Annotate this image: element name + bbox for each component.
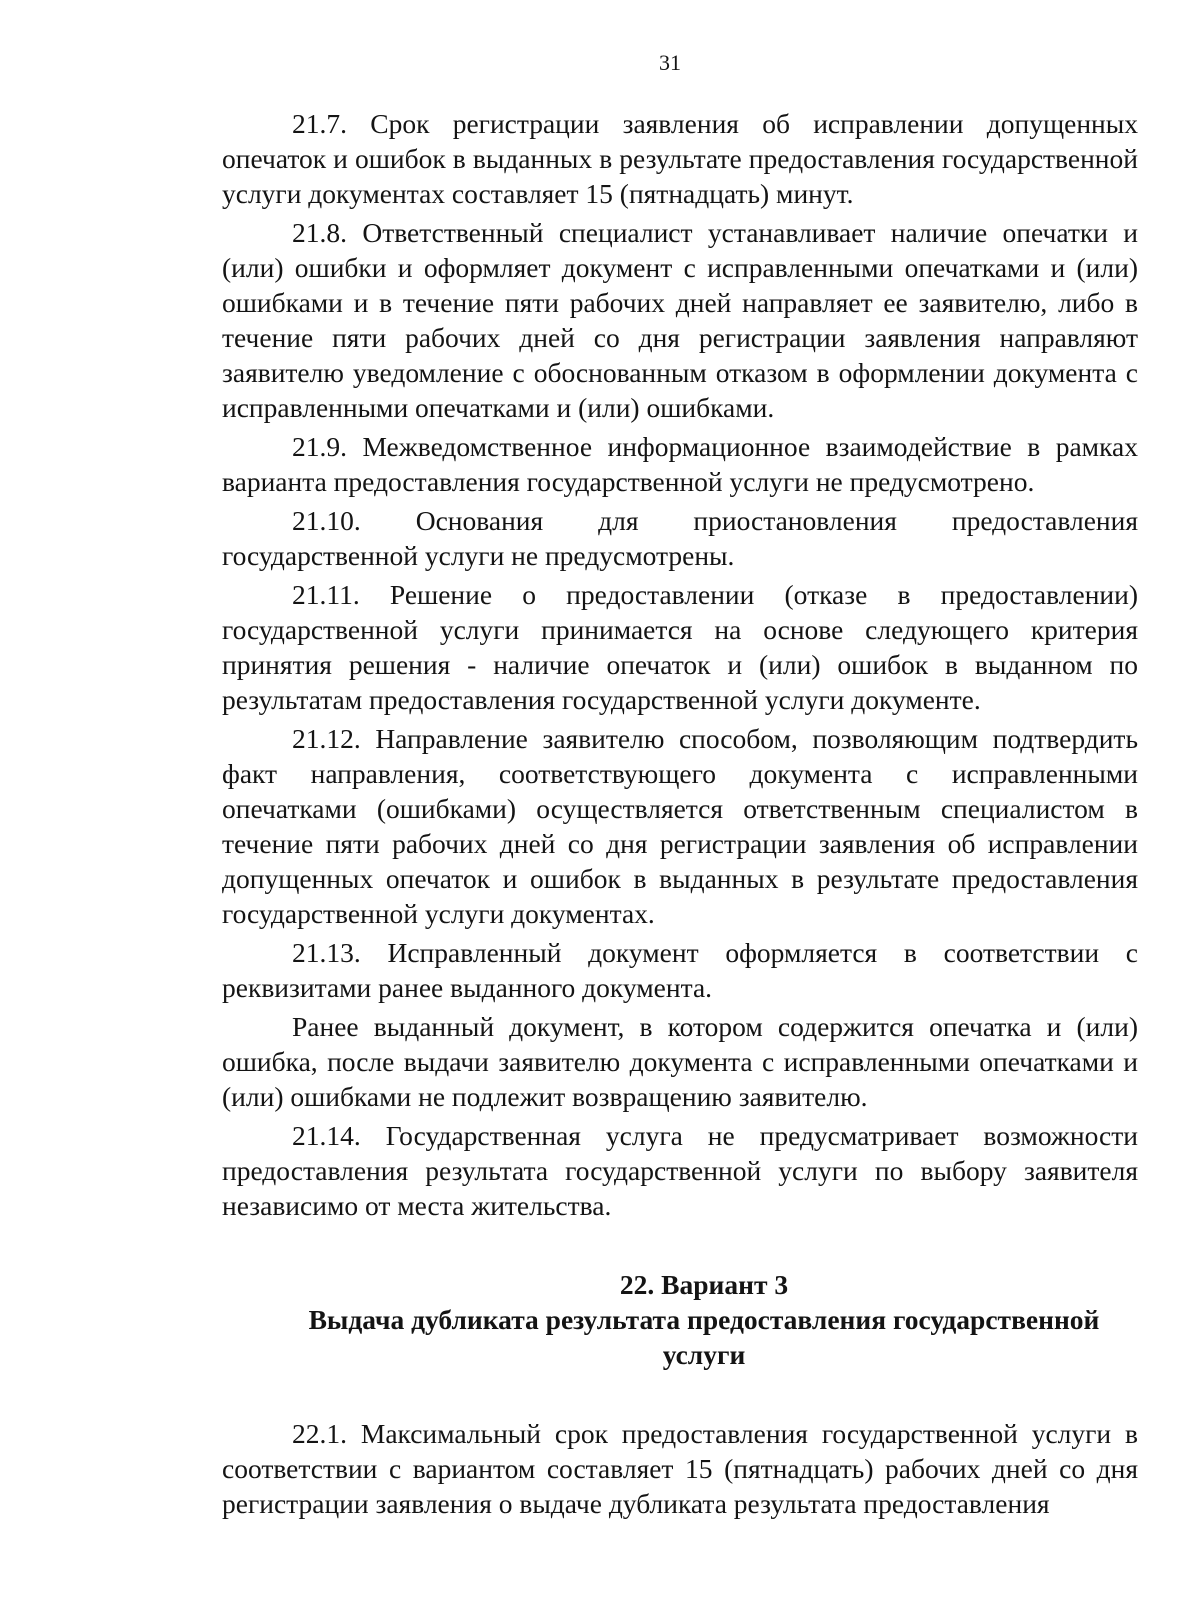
- paragraph-21-10: 21.10. Основания для приостановления предоставления государственной услуги не предусмотрены.: [222, 505, 1138, 571]
- paragraph-21-7: 21.7. Срок регистрации заявления об исправлении допущенных опечаток и ошибок в выданных в результате предоставления государственной услуги документах составляет 15 (пятнадцать) минут.: [222, 108, 1138, 209]
- paragraph-21-14: 21.14. Государственная услуга не предусматривает возможности предоставления результата государственной услуги по выбору заявителя независимо от места жительства.: [222, 1120, 1138, 1221]
- paragraph-21-8: 21.8. Ответственный специалист устанавливает наличие опечатки и (или) ошибки и оформляет документ с исправленными опечатками и (или) ошибками и в течение пяти рабочих дней направляет ее заявителю, либо в течение пяти рабочих дней со дня регистрации заявления направляют заявителю уведомление с обоснованным отказом в оформлении документа с исправленными опечатками и (или) ошибками.: [222, 217, 1138, 423]
- page-number: 31: [659, 50, 681, 75]
- paragraph-21-9: 21.9. Межведомственное информационное взаимодействие в рамках варианта предоставления государственной услуги не предусмотрено.: [222, 431, 1138, 497]
- paragraph-21-11: 21.11. Решение о предоставлении (отказе в предоставлении) государственной услуги принимается на основе следующего критерия принятия решения - наличие опечаток и (или) ошибок в выданном по результатам предоставления государственной услуги документе.: [222, 579, 1138, 715]
- paragraph-22-1: 22.1. Максимальный срок предоставления государственной услуги в соответствии с вариантом составляет 15 (пятнадцать) рабочих дней со дня регистрации заявления о выдаче дубликата результата предоставления: [222, 1418, 1138, 1519]
- section-subtitle-line-1: Выдача дубликата результата предоставления государственной: [308, 1304, 1100, 1335]
- paragraph-21-13-continued: Ранее выданный документ, в котором содержится опечатка и (или) ошибка, после выдачи заявителю документа с исправленными опечатками и (или) ошибками не подлежит возвращению заявителю.: [222, 1011, 1138, 1112]
- paragraph-21-12: 21.12. Направление заявителю способом, позволяющим подтвердить факт направления, соответствующего документа с исправленными опечатками (ошибками) осуществляется ответственным специалистом в течение пяти рабочих дней со дня регистрации заявления об исправлении допущенных опечаток и ошибок в выданных в результате предоставления государственной услуги документах.: [222, 723, 1138, 929]
- document-body: [222, 106, 1138, 1525]
- paragraph-21-13: 21.13. Исправленный документ оформляется в соответствии с реквизитами ранее выданного документа.: [222, 937, 1138, 1003]
- section-heading: [222, 1267, 1138, 1372]
- section-number-title: 22. Вариант 3: [619, 1269, 789, 1300]
- section-subtitle-line-2: услуги: [662, 1339, 746, 1370]
